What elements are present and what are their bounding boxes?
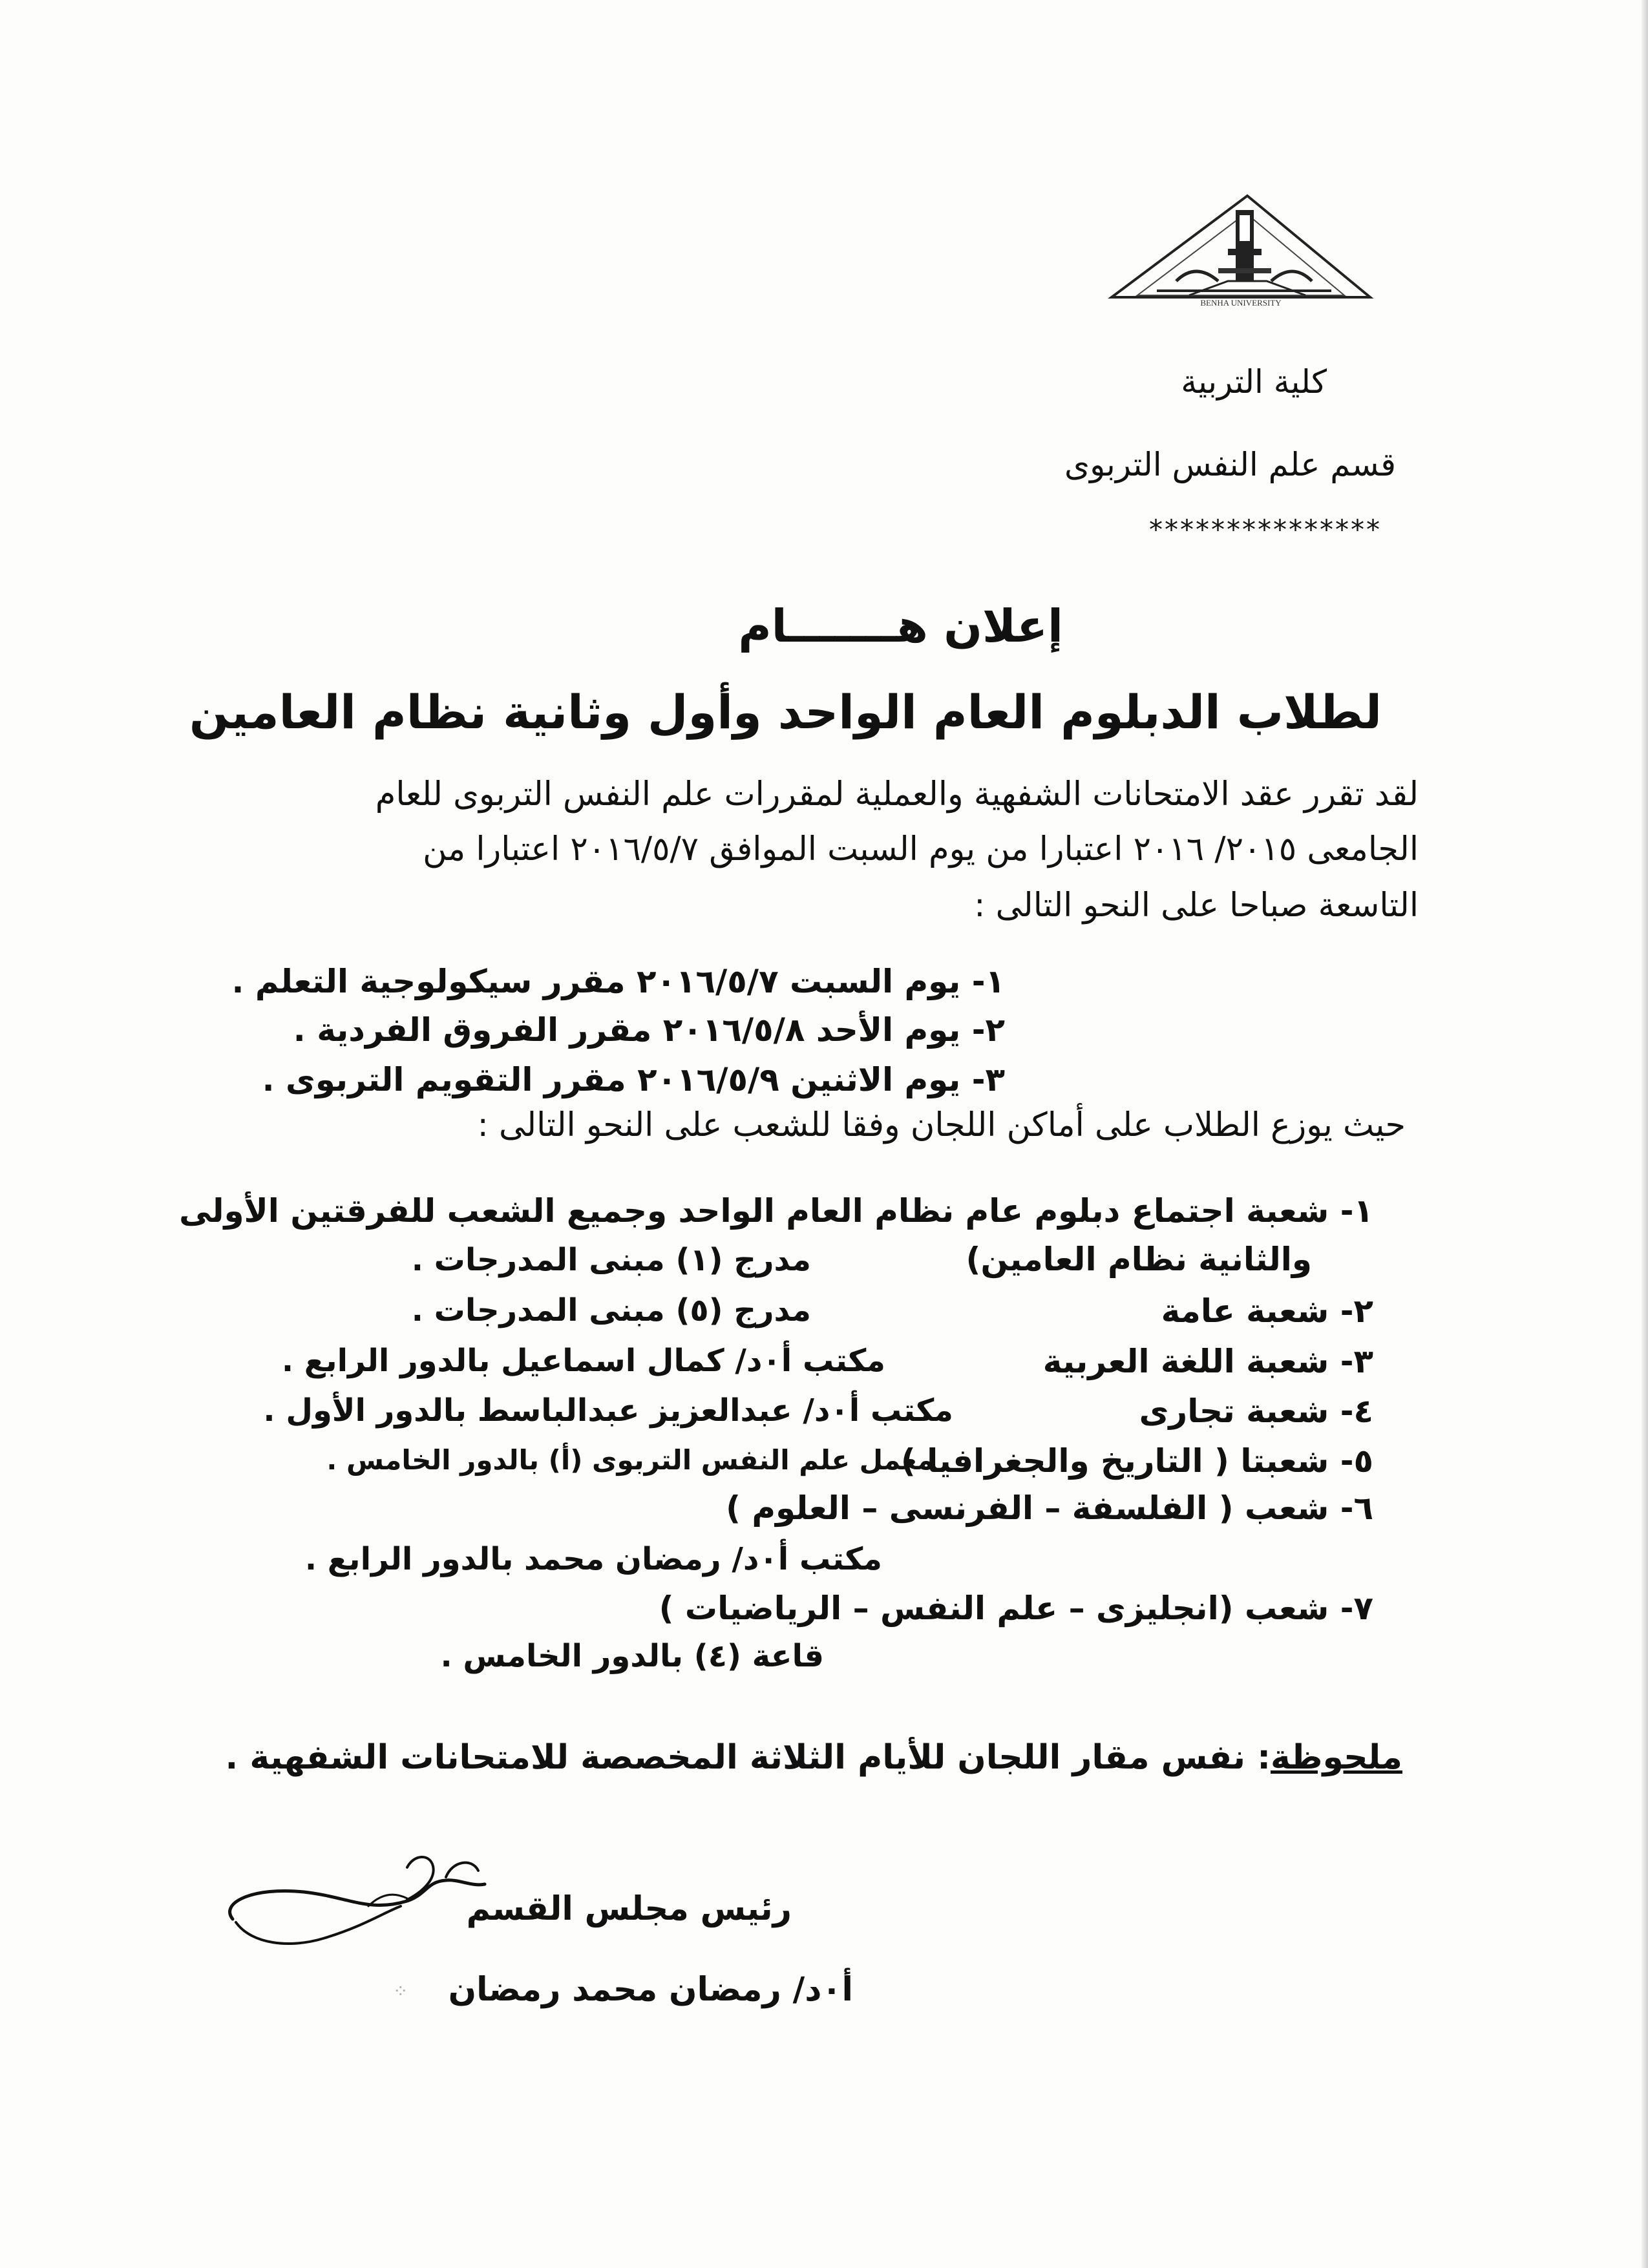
note (226, 1738, 1403, 1777)
section-1-line-1: ١- شعبة اجتماع دبلوم عام نظام العام الواحد وجميع الشعب للفرقتين الأولى (179, 1192, 1373, 1230)
university-logo-icon (1099, 184, 1383, 307)
schedule-item-3: ٣- يوم الاثنين ٢٠١٦/٥/٩ مقرر التقويم التربوى . (262, 1061, 1005, 1098)
intro-line-3: التاسعة صباحا على النحو التالى : (974, 887, 1419, 925)
intro-line-1: لقد تقرر عقد الامتحانات الشفهية والعملية لمقررات علم النفس التربوى للعام (375, 775, 1419, 814)
section-6-name: ٦- شعب ( الفلسفة – الفرنسى – العلوم ) (726, 1489, 1373, 1527)
section-2-place: مدرج (٥) مبنى المدرجات . (411, 1292, 811, 1328)
section-7-place: قاعة (٤) بالدور الخامس . (440, 1638, 824, 1674)
distribution-intro: حيث يوزع الطلاب على أماكن اللجان وفقا للشعب على النحو التالى : (477, 1106, 1406, 1144)
note-text: : نفس مقار اللجان للأيام الثلاثة المخصصة للامتحانات الشفهية . (225, 1738, 1271, 1777)
scan-speck: ⁘ (393, 1980, 408, 2002)
scan-edge (1642, 0, 1648, 2268)
faculty-name: كلية التربية (1181, 363, 1327, 401)
section-5-name: ٥- شعبتا ( التاريخ والجغرافيا ) (900, 1442, 1373, 1480)
section-4-place: مكتب أ٠د/ عبدالعزيز عبدالباسط بالدور الأول . (263, 1392, 953, 1429)
signatory-name: أ٠د/ رمضان محمد رمضان (448, 1971, 853, 2009)
announcement-subtitle: لطلاب الدبلوم العام الواحد وأول وثانية نظام العامين (189, 685, 1382, 739)
section-1-line-2: والثانية نظام العامين) (966, 1241, 1312, 1278)
note-label: ملحوظة (1270, 1738, 1402, 1777)
header-separator: *************** (1149, 514, 1382, 545)
schedule-item-2: ٢- يوم الأحد ٢٠١٦/٥/٨ مقرر الفروق الفردية . (293, 1011, 1005, 1049)
svg-text:BENHA UNIVERSITY: BENHA UNIVERSITY (1200, 298, 1282, 307)
department-name: قسم علم النفس التربوى (1064, 446, 1396, 483)
section-3-place: مكتب أ٠د/ كمال اسماعيل بالدور الرابع . (281, 1343, 885, 1379)
intro-line-2: الجامعى ٢٠١٥/ ٢٠١٦ اعتبارا من يوم السبت الموافق ٢٠١٦/٥/٧ اعتبارا من (423, 830, 1419, 868)
section-3-name: ٣- شعبة اللغة العربية (1042, 1343, 1373, 1380)
announcement-title: إعلان هـــــــام (738, 600, 1063, 653)
schedule-item-1: ١- يوم السبت ٢٠١٦/٥/٧ مقرر سيكولوجية التعلم . (231, 963, 1005, 1000)
signatory-title: رئيس مجلس القسم (466, 1890, 792, 1928)
section-1-place: مدرج (١) مبنى المدرجات . (411, 1242, 811, 1278)
section-4-name: ٤- شعبة تجارى (1139, 1392, 1373, 1430)
section-2-name: ٢- شعبة عامة (1161, 1292, 1373, 1330)
section-5-place: معمل علم النفس التربوى (أ) بالدور الخامس . (326, 1444, 934, 1476)
section-7-name: ٧- شعب (انجليزى – علم النفس – الرياضيات ) (659, 1590, 1373, 1627)
section-6-place: مكتب أ٠د/ رمضان محمد بالدور الرابع . (304, 1541, 882, 1577)
